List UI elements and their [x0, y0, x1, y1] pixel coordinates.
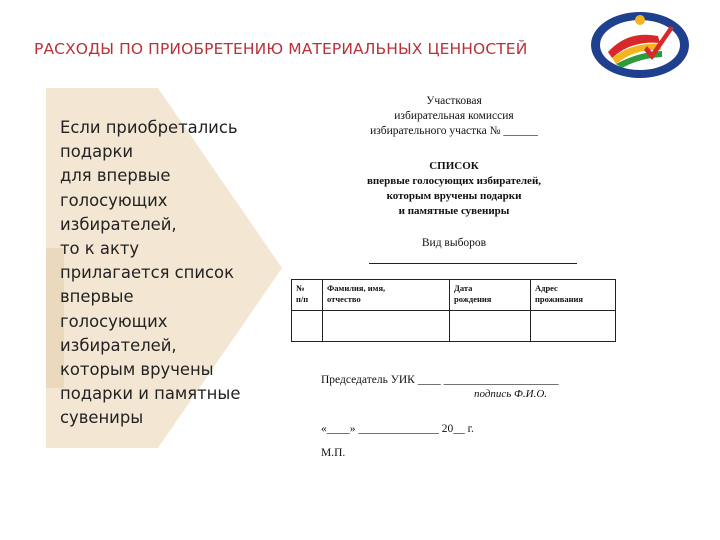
explanation-line: сувениры — [60, 408, 144, 428]
header-text: рождения — [454, 294, 492, 304]
table-cell — [531, 311, 616, 342]
header-text: проживания — [535, 294, 583, 304]
slide-title: РАСХОДЫ ПО ПРИОБРЕТЕНИЮ МАТЕРИАЛЬНЫХ ЦЕННОСТЕЙ — [34, 40, 528, 58]
explanation-line: подарки и памятные — [60, 384, 241, 404]
list-title-line: и памятные сувениры — [398, 205, 510, 217]
list-title-line: СПИСОК — [429, 160, 479, 172]
date-line: «____» ______________ 20__ г. — [321, 423, 474, 435]
uik-line: избирательного участка № ______ — [370, 125, 538, 137]
list-title-line: впервые голосующих избирателей, — [366, 175, 542, 187]
election-type-label: Вид выборов — [421, 237, 487, 249]
election-commission-emblem-icon — [588, 10, 692, 80]
header-birth-date — [450, 280, 531, 311]
explanation-line: подарки — [60, 142, 134, 162]
header-text: № — [296, 283, 305, 293]
table-header-row — [292, 280, 616, 311]
chairman-signature-line: Председатель УИК ____ ____________________ — [321, 374, 559, 386]
list-title — [283, 159, 625, 219]
header-text: Адрес — [535, 283, 558, 293]
explanation-text — [60, 116, 280, 431]
table-cell — [323, 311, 450, 342]
header-number — [292, 280, 323, 311]
voters-table — [291, 279, 616, 342]
header-text: Дата — [454, 283, 473, 293]
header-full-name — [323, 280, 450, 311]
explanation-line: прилагается список — [60, 263, 234, 283]
header-text: Фамилия, имя, — [327, 283, 386, 293]
explanation-line: то к акту — [60, 239, 140, 259]
explanation-line: Если приобретались — [60, 118, 238, 137]
list-title-line: которым вручены подарки — [386, 190, 522, 202]
explanation-line: голосующих — [60, 190, 168, 210]
explanation-line: которым вручены — [60, 360, 214, 380]
explanation-line: избирателей, — [60, 214, 177, 234]
explanation-line: для впервые — [60, 166, 171, 186]
explanation-line: голосующих — [60, 311, 168, 331]
signature-caption: подпись Ф.И.О. — [474, 388, 548, 400]
explanation-line: избирателей, — [60, 335, 177, 355]
header-text: отчество — [327, 294, 361, 304]
explanation-line: впервые — [60, 287, 134, 307]
form-document — [283, 85, 625, 505]
table-row — [292, 311, 616, 342]
table-cell — [292, 311, 323, 342]
table-cell — [450, 311, 531, 342]
uik-header — [283, 94, 625, 139]
election-type-field-line — [369, 263, 577, 264]
uik-line: Участковая — [426, 95, 482, 107]
stamp-label: М.П. — [321, 447, 346, 459]
header-address — [531, 280, 616, 311]
header-text: п/п — [296, 294, 309, 304]
uik-line: избирательная комиссия — [394, 110, 514, 122]
